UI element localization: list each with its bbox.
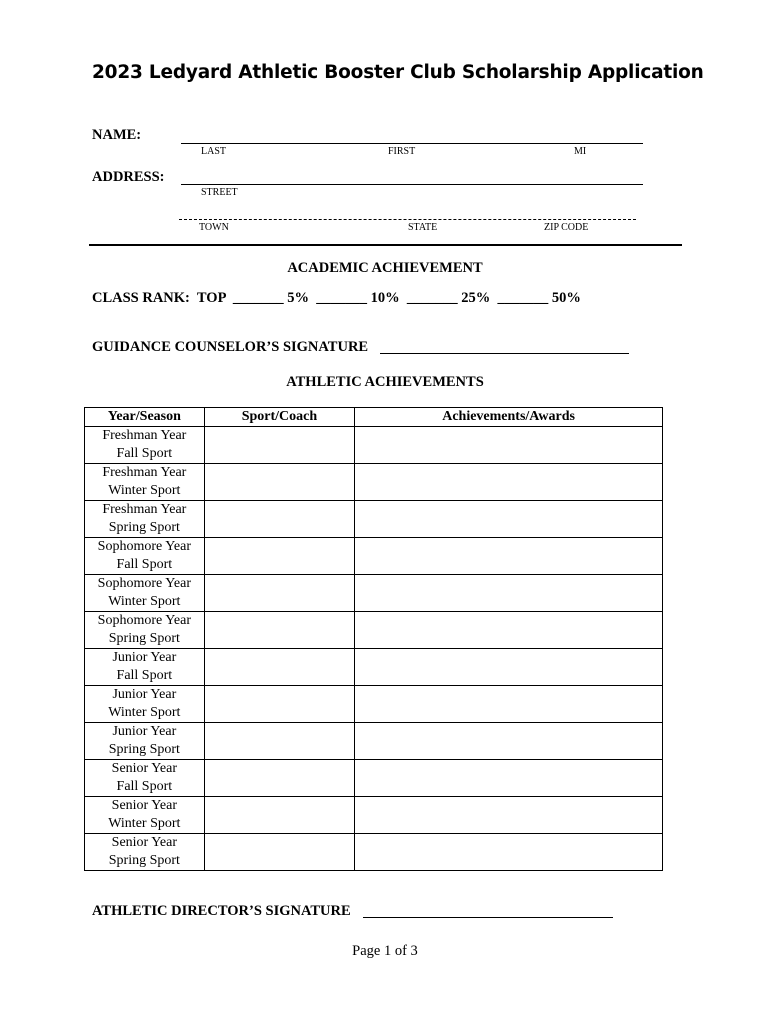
town-line[interactable]	[179, 219, 636, 220]
table-row	[85, 723, 663, 760]
table-row	[85, 501, 663, 538]
table-header-row	[85, 408, 663, 427]
achievements-cell[interactable]	[355, 464, 663, 501]
achievements-cell[interactable]	[355, 834, 663, 871]
column-header: Sport/Coach	[204, 408, 354, 427]
class-rank-line[interactable]: CLASS RANK: TOP _______ 5% _______ 10% _______ 25% _______ 50%	[92, 290, 581, 306]
page-number: Page 1 of 3	[352, 943, 418, 959]
address-label: ADDRESS:	[92, 169, 165, 185]
academic-heading: ACADEMIC ACHIEVEMENT	[287, 260, 483, 276]
achievements-cell[interactable]	[355, 501, 663, 538]
table-row	[85, 797, 663, 834]
achievements-cell[interactable]	[355, 427, 663, 464]
counselor-signature-line[interactable]	[380, 353, 629, 354]
year-season-cell: Sophomore Year Fall Sport	[85, 538, 205, 575]
sport-coach-cell[interactable]	[204, 723, 354, 760]
year-season-cell: Senior Year Spring Sport	[85, 834, 205, 871]
address-sub-zip: ZIP CODE	[544, 222, 589, 233]
name-sub-last: LAST	[201, 146, 226, 157]
table-row	[85, 575, 663, 612]
section-divider	[89, 244, 682, 246]
year-season-cell: Sophomore Year Spring Sport	[85, 612, 205, 649]
achievements-cell[interactable]	[355, 538, 663, 575]
table-row	[85, 686, 663, 723]
director-signature-line[interactable]	[363, 917, 613, 918]
year-season-cell: Junior Year Fall Sport	[85, 649, 205, 686]
table-row	[85, 538, 663, 575]
sport-coach-cell[interactable]	[204, 797, 354, 834]
name-line[interactable]	[181, 143, 643, 144]
column-header: Year/Season	[85, 408, 205, 427]
year-season-cell: Freshman Year Fall Sport	[85, 427, 205, 464]
year-season-cell: Junior Year Spring Sport	[85, 723, 205, 760]
name-label: NAME:	[92, 127, 142, 143]
sport-coach-cell[interactable]	[204, 649, 354, 686]
table-row	[85, 612, 663, 649]
sport-coach-cell[interactable]	[204, 612, 354, 649]
achievements-cell[interactable]	[355, 612, 663, 649]
name-sub-first: FIRST	[388, 146, 416, 157]
achievements-cell[interactable]	[355, 686, 663, 723]
table-row	[85, 464, 663, 501]
achievements-cell[interactable]	[355, 760, 663, 797]
street-line[interactable]	[181, 184, 643, 185]
counselor-signature-label: GUIDANCE COUNSELOR’S SIGNATURE	[92, 339, 369, 355]
table-row	[85, 834, 663, 871]
address-sub-town: TOWN	[199, 222, 229, 233]
document-title: 2023 Ledyard Athletic Booster Club Scholarship Application	[92, 62, 704, 83]
achievements-cell[interactable]	[355, 797, 663, 834]
year-season-cell: Senior Year Fall Sport	[85, 760, 205, 797]
sport-coach-cell[interactable]	[204, 686, 354, 723]
achievements-cell[interactable]	[355, 649, 663, 686]
name-sub-mi: MI	[574, 146, 587, 157]
table-row	[85, 649, 663, 686]
achievements-cell[interactable]	[355, 575, 663, 612]
sport-coach-cell[interactable]	[204, 464, 354, 501]
year-season-cell: Senior Year Winter Sport	[85, 797, 205, 834]
sport-coach-cell[interactable]	[204, 760, 354, 797]
athletic-heading: ATHLETIC ACHIEVEMENTS	[286, 374, 484, 390]
sport-coach-cell[interactable]	[204, 575, 354, 612]
year-season-cell: Freshman Year Spring Sport	[85, 501, 205, 538]
sport-coach-cell[interactable]	[204, 834, 354, 871]
column-header: Achievements/Awards	[355, 408, 663, 427]
address-sub-state: STATE	[408, 222, 438, 233]
address-sub-street: STREET	[201, 187, 238, 198]
sport-coach-cell[interactable]	[204, 501, 354, 538]
table-row	[85, 427, 663, 464]
year-season-cell: Freshman Year Winter Sport	[85, 464, 205, 501]
sport-coach-cell[interactable]	[204, 538, 354, 575]
athletic-table	[84, 407, 663, 871]
table-row	[85, 760, 663, 797]
director-signature-label: ATHLETIC DIRECTOR’S SIGNATURE	[92, 903, 351, 919]
achievements-cell[interactable]	[355, 723, 663, 760]
year-season-cell: Junior Year Winter Sport	[85, 686, 205, 723]
sport-coach-cell[interactable]	[204, 427, 354, 464]
year-season-cell: Sophomore Year Winter Sport	[85, 575, 205, 612]
